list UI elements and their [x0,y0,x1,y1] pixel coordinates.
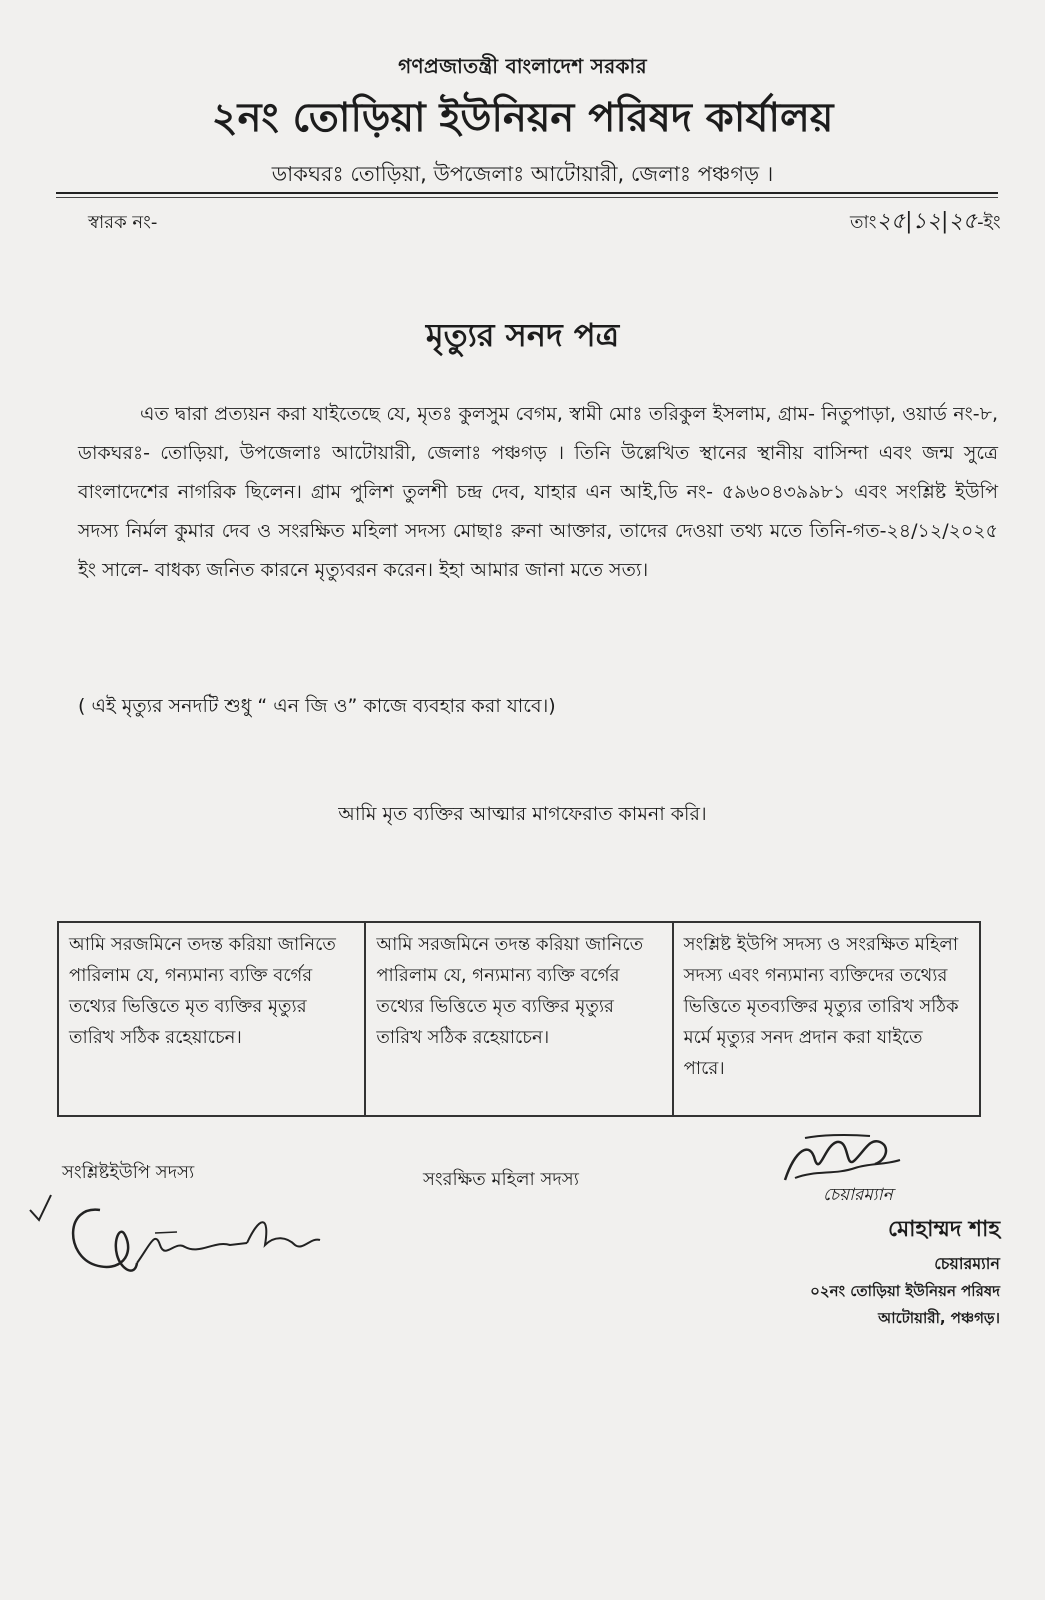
office-address: ডাকঘরঃ তোড়িয়া, উপজেলাঃ আটোয়ারী, জেলাঃ পঞ্চগড় । [271,162,774,186]
body-paragraph: এত দ্বারা প্রত্যয়ন করা যাইতেছে যে, মৃতঃ কুলসুম বেগম, স্বামী মোঃ তরিকুল ইসলাম, গ্রাম- নিতুপাড়া, ওয়ার্ড নং-৮, ডাকঘরঃ- তোড়িয়া, উপজেলাঃ আটোয়ারী, জেলাঃ পঞ্চগড় । তিনি উল্লেখিত স্থানের স্থানীয় বাসিন্দা এবং জন্ম সুত্রে বাংলাদেশের নাগরিক ছিলেন। গ্রাম পুলিশ তুলশী চন্দ্র দেব, যাহার এন আই,ডি নং- ৫৯৬০৪৩৯৯৮১ এবং সংশ্লিষ্ট ইউপি সদস্য নির্মল কুমার দেব ও সংরক্ষিত মহিলা সদস্য মোছাঃ রুনা আক্তার, তাদের দেওয়া তথ্য মতে তিনি-গত-২৪/১২/২০২৫ ইং সালে- বাধক্য জনিত কারনে মৃত্যুবরন করেন। ইহা আমার জানা মতে সত্য। [78,403,998,581]
header-divider [56,192,998,194]
date-line [850,204,1001,241]
verification-table [57,921,981,1117]
chairman-stamp [740,1212,1000,1332]
office-title: ২নং তোড়িয়া ইউনিয়ন পরিষদ কার্যালয় [211,95,834,141]
verification-cell-chairman: সংশ্লিষ্ট ইউপি সদস্য ও সংরক্ষিত মহিলা সদস্য এবং গন্যমান্য ব্যক্তিদের তথ্যের ভিত্তিতে মৃতব্যক্তির মৃত্যুর তারিখ সঠিক মর্মে মৃত্যুর সনদ প্রদান করা যাইতে পারে। [672,923,979,1115]
certificate-body [78,395,998,590]
prayer-line: আমি মৃত ব্যক্তির আত্মার মাগফেরাত কামনা করি। [338,803,707,825]
stamp-title: চেয়ারম্যান [934,1254,1000,1273]
stamp-address: আটোয়ারী, পঞ্চগড়। [878,1309,1000,1327]
stamp-organization: ০২নং তোড়িয়া ইউনিয়ন পরিষদ [810,1282,1000,1300]
header-divider-thin [56,197,998,198]
member-signature-icon [25,1185,325,1285]
member-signature-label: সংশ্লিষ্টইউপি সদস্য [62,1162,195,1183]
stamp-name: মোহাম্মদ শাহ [888,1216,1000,1242]
verification-cell-women-member: আমি সরজমিনে তদন্ত করিয়া জানিতে পারিলাম যে, গন্যমান্য ব্যক্তি বর্গের তথ্যের ভিত্তিতে মৃত ব্যক্তির মৃত্যুর তারিখ সঠিক রহেয়াচেন। [364,923,671,1115]
date-suffix: -ইং [977,212,1001,233]
memo-number-label: স্বারক নং- [88,212,158,233]
date-prefix: তাং [850,212,877,233]
certificate-title: মৃত্যুর সনদ পত্র [425,316,620,354]
chairman-handwritten-label: চেয়ারম্যান [823,1185,893,1205]
women-member-signature-label: সংরক্ষিত মহিলা সদস্য [423,1169,579,1190]
chairman-signature-icon [775,1130,905,1190]
usage-note: ( এই মৃত্যুর সনদটি শুধু “ এন জি ও” কাজে ব্যবহার করা যাবে।) [78,695,556,717]
government-heading: গণপ্রজাতন্ত্রী বাংলাদেশ সরকার [398,54,647,78]
verification-cell-member: আমি সরজমিনে তদন্ত করিয়া জানিতে পারিলাম যে, গন্যমান্য ব্যক্তি বর্গের তথ্যের ভিত্তিতে মৃত ব্যক্তির মৃত্যুর তারিখ সঠিক রহেয়াচেন। [69,934,336,1048]
date-handwritten: ২৫|১২|২৫ [876,209,978,234]
